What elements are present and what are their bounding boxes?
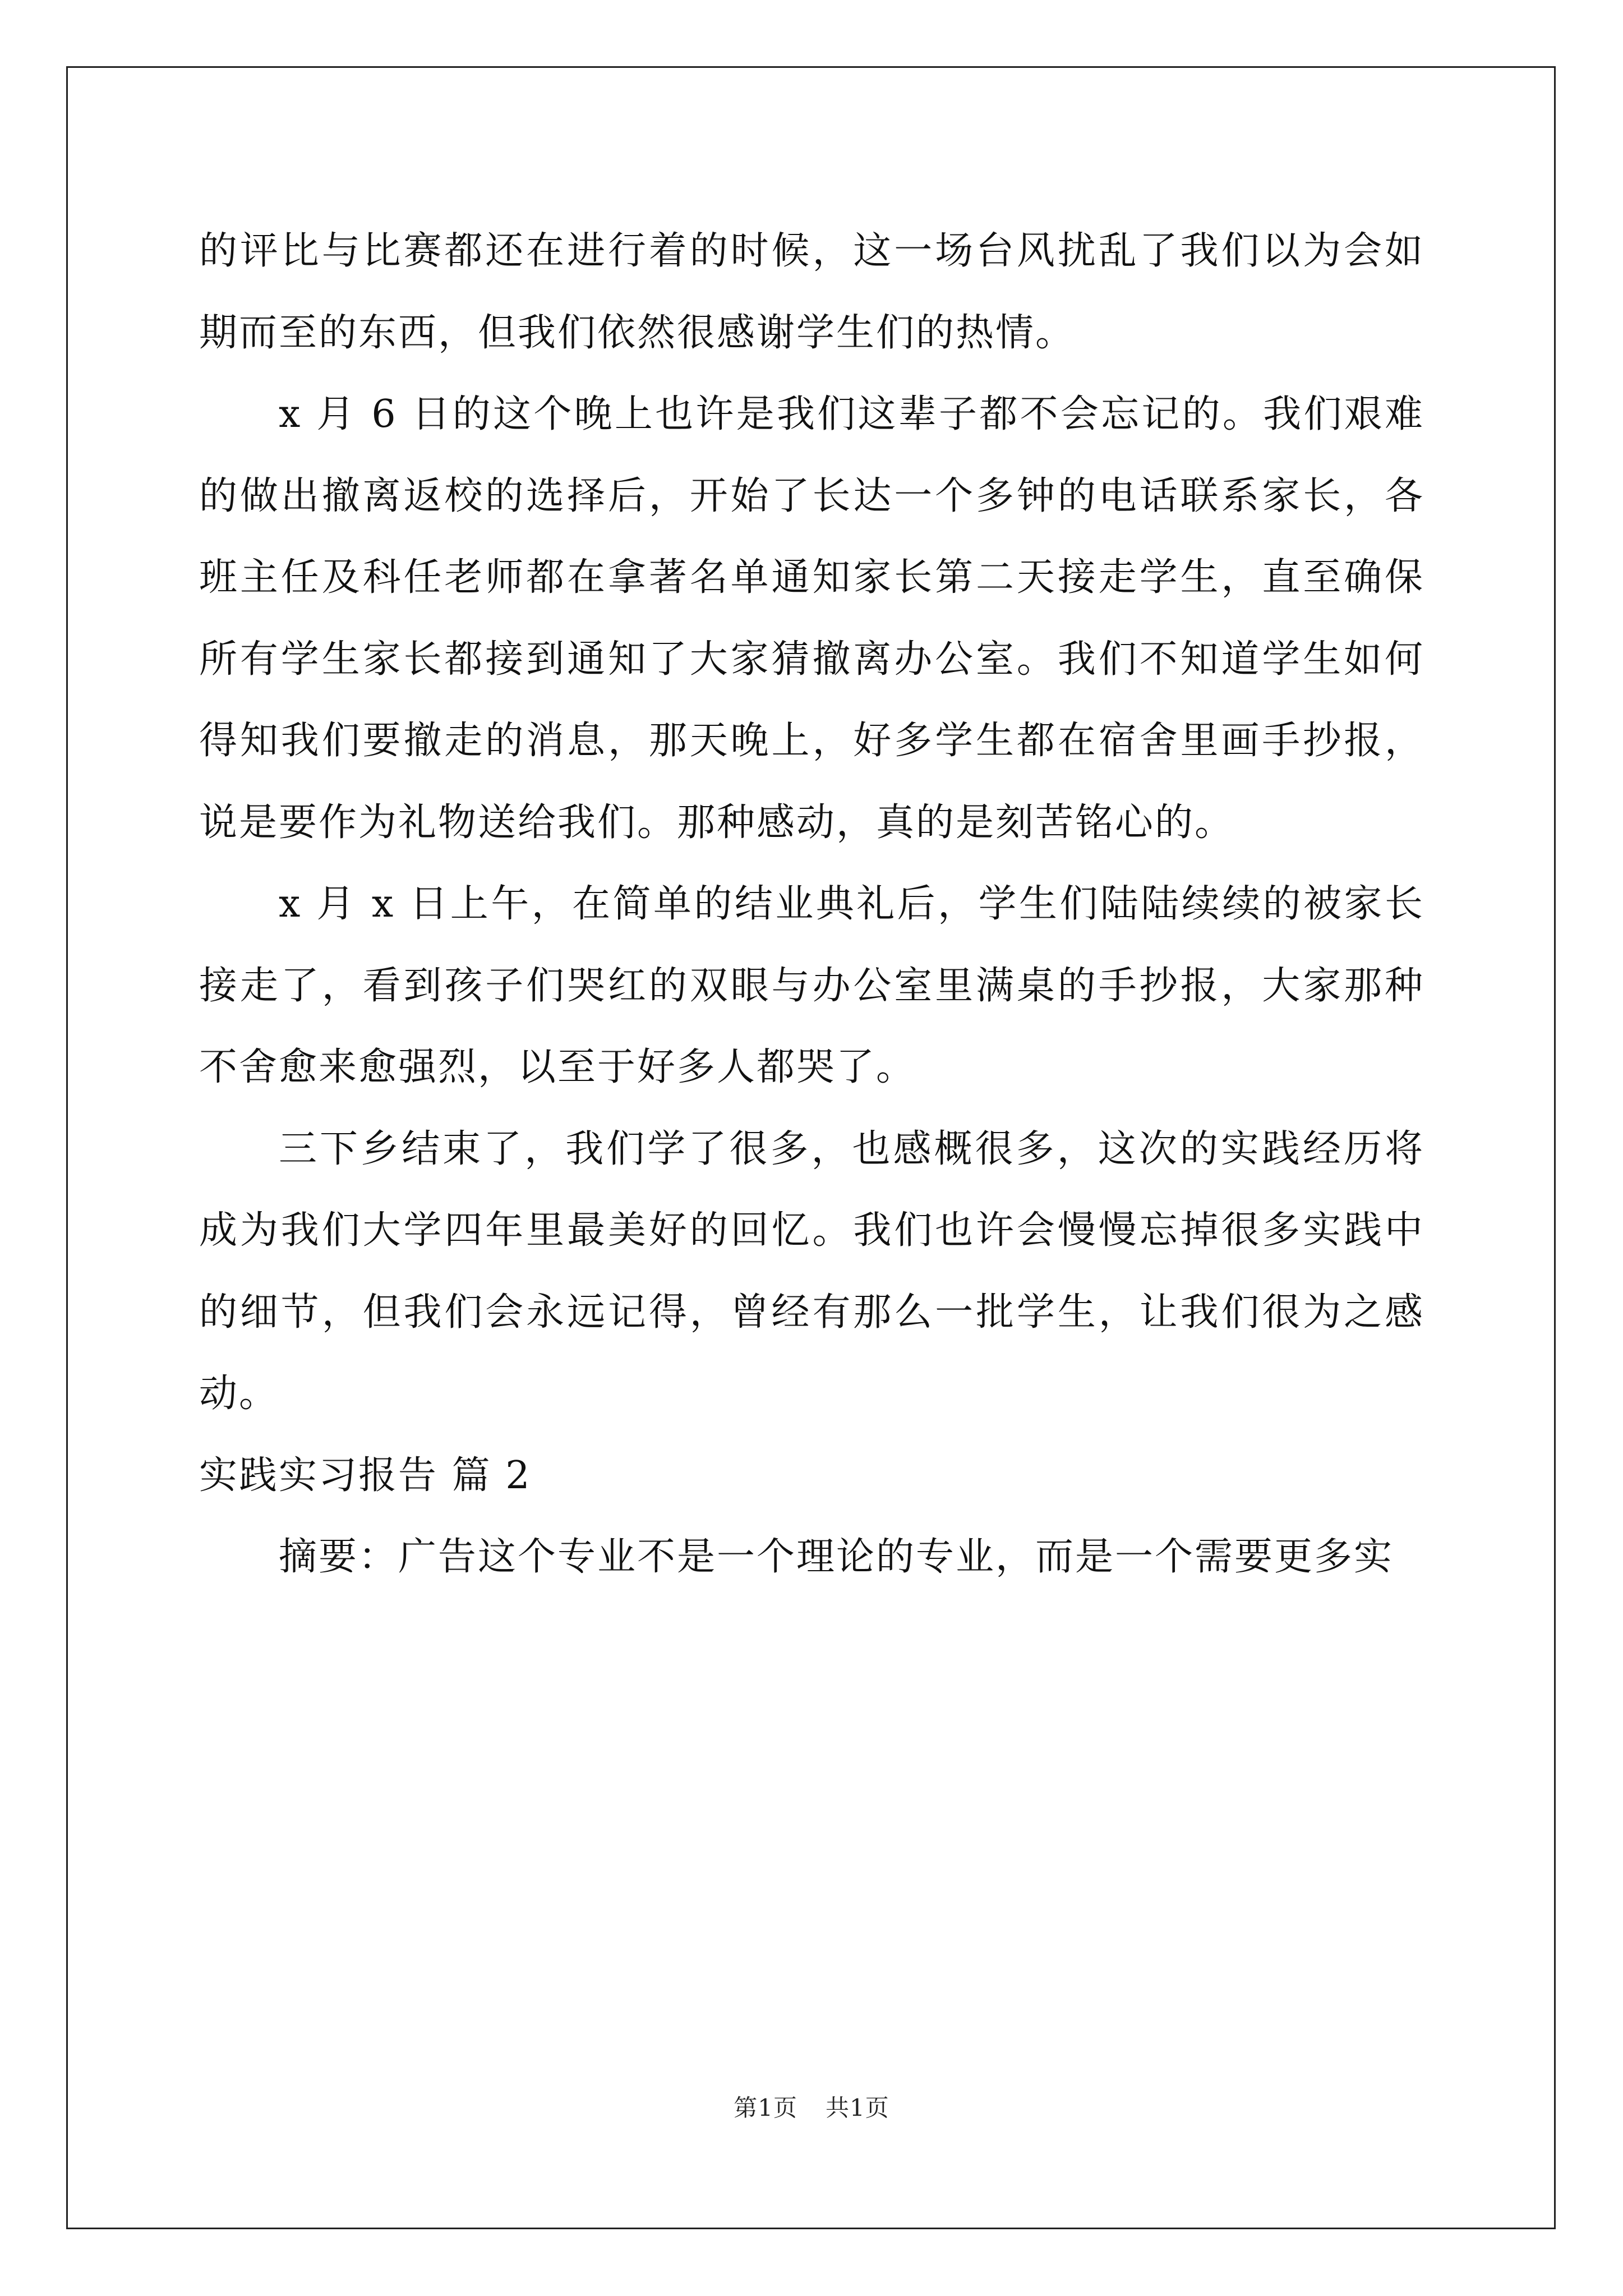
paragraph: x 月 x 日上午，在简单的结业典礼后，学生们陆陆续续的被家长接走了，看到孩子们哭红的双眼与办公室里满桌的手抄报，大家那种不舍愈来愈强烈，以至于好多人都哭了。 — [199, 882, 1424, 1089]
page-footer — [0, 2091, 1623, 2125]
page-total: 共1页 — [826, 2094, 889, 2122]
paragraph: 的评比与比赛都还在进行着的时候，这一场台风扰乱了我们以为会如期而至的东西，但我们依然很感谢学生们的热情。 — [199, 229, 1424, 355]
document-body — [199, 210, 1424, 1598]
paragraph: x 月 6 日的这个晚上也许是我们这辈子都不会忘记的。我们艰难的做出撤离返校的选择后，开始了长达一个多钟的电话联系家长，各班主任及科任老师都在拿著名单通知家长第二天接走学生，直至确保所有学生家长都接到通知了大家猜撤离办公室。我们不知道学生如何得知我们要撤走的消息，那天晚上，好多学生都在宿舍里画手抄报，说是要作为礼物送给我们。那种感动，真的是刻苦铭心的。 — [199, 392, 1424, 845]
abstract-paragraph: 摘要：广告这个专业不是一个理论的专业，而是一个需要更多实 — [279, 1535, 1394, 1579]
paragraph: 三下乡结束了，我们学了很多，也感概很多，这次的实践经历将成为我们大学四年里最美好的回忆。我们也许会慢慢忘掉很多实践中的细节，但我们会永远记得，曾经有那么一批学生，让我们很为之感动。 — [199, 1126, 1424, 1416]
page-number: 第1页 — [734, 2094, 797, 2122]
section-heading: 实践实习报告 篇 2 — [199, 1453, 532, 1498]
